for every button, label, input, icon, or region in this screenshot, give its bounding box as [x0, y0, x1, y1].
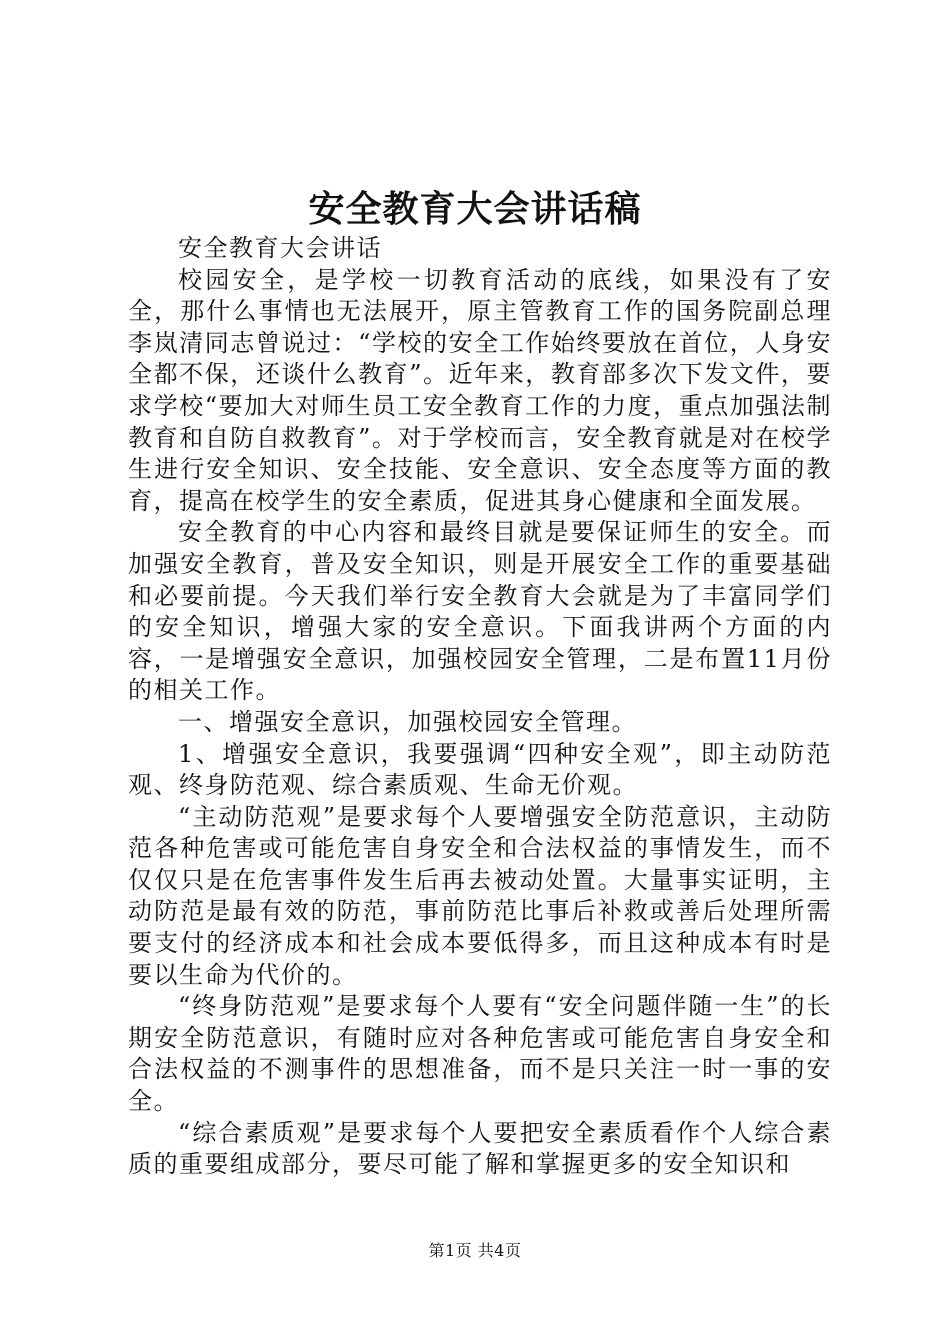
paragraph: 1、增强安全意识，我要强调“四种安全观”，即主动防范观、终身防范观、综合素质观、生命无价观。 — [128, 739, 832, 800]
section-heading: 一、增强安全意识，加强校园安全管理。 — [178, 707, 637, 736]
page-footer: 第1页 共4页 — [428, 1241, 522, 1260]
document-title: 安全教育大会讲话稿 — [308, 188, 642, 230]
paragraph: 安全教育的中心内容和最终目就是要保证师生的安全。而加强安全教育，普及安全知识，则是开展安全工作的重要基础和必要前提。今天我们举行安全教育大会就是为了丰富同学们的安全知识，增强大家的安全意识。下面我讲两个方面的内容，一是增强安全意识，加强校园安全管理，二是布置11月份的相关工作。 — [128, 518, 832, 705]
document-body — [128, 233, 832, 1181]
paragraph: 校园安全，是学校一切教育活动的底线，如果没有了安全，那什么事情也无法展开，原主管教育工作的国务院副总理李岚清同志曾说过：“学校的安全工作始终要放在首位，人身安全都不保，还谈什么教育”。近年来，教育部多次下发文件，要求学校“要加大对师生员工安全教育工作的力度，重点加强法制教育和自防自救教育”。对于学校而言，安全教育就是对在校学生进行安全知识、安全技能、安全意识、安全态度等方面的教育，提高在校学生的安全素质，促进其身心健康和全面发展。 — [128, 265, 832, 515]
paragraph: “主动防范观”是要求每个人要增强安全防范意识，主动防范各种危害或可能危害自身安全和合法权益的事情发生，而不仅仅只是在危害事件发生后再去被动处置。大量事实证明，主动防范是最有效的防范，事前防范比事后补救或善后处理所需要支付的经济成本和社会成本要低得多，而且这种成本有时是要以生命为代价的。 — [128, 802, 832, 989]
paragraph-subtitle: 安全教育大会讲话 — [178, 234, 382, 262]
paragraph: “终身防范观”是要求每个人要有“安全问题伴随一生”的长期安全防范意识，有随时应对各种危害或可能危害自身安全和合法权益的不测事件的思想准备，而不是只关注一时一事的安全。 — [128, 992, 832, 1116]
paragraph: “综合素质观”是要求每个人要把安全素质看作个人综合素质的重要组成部分，要尽可能了解和掌握更多的安全知识和 — [128, 1118, 832, 1179]
